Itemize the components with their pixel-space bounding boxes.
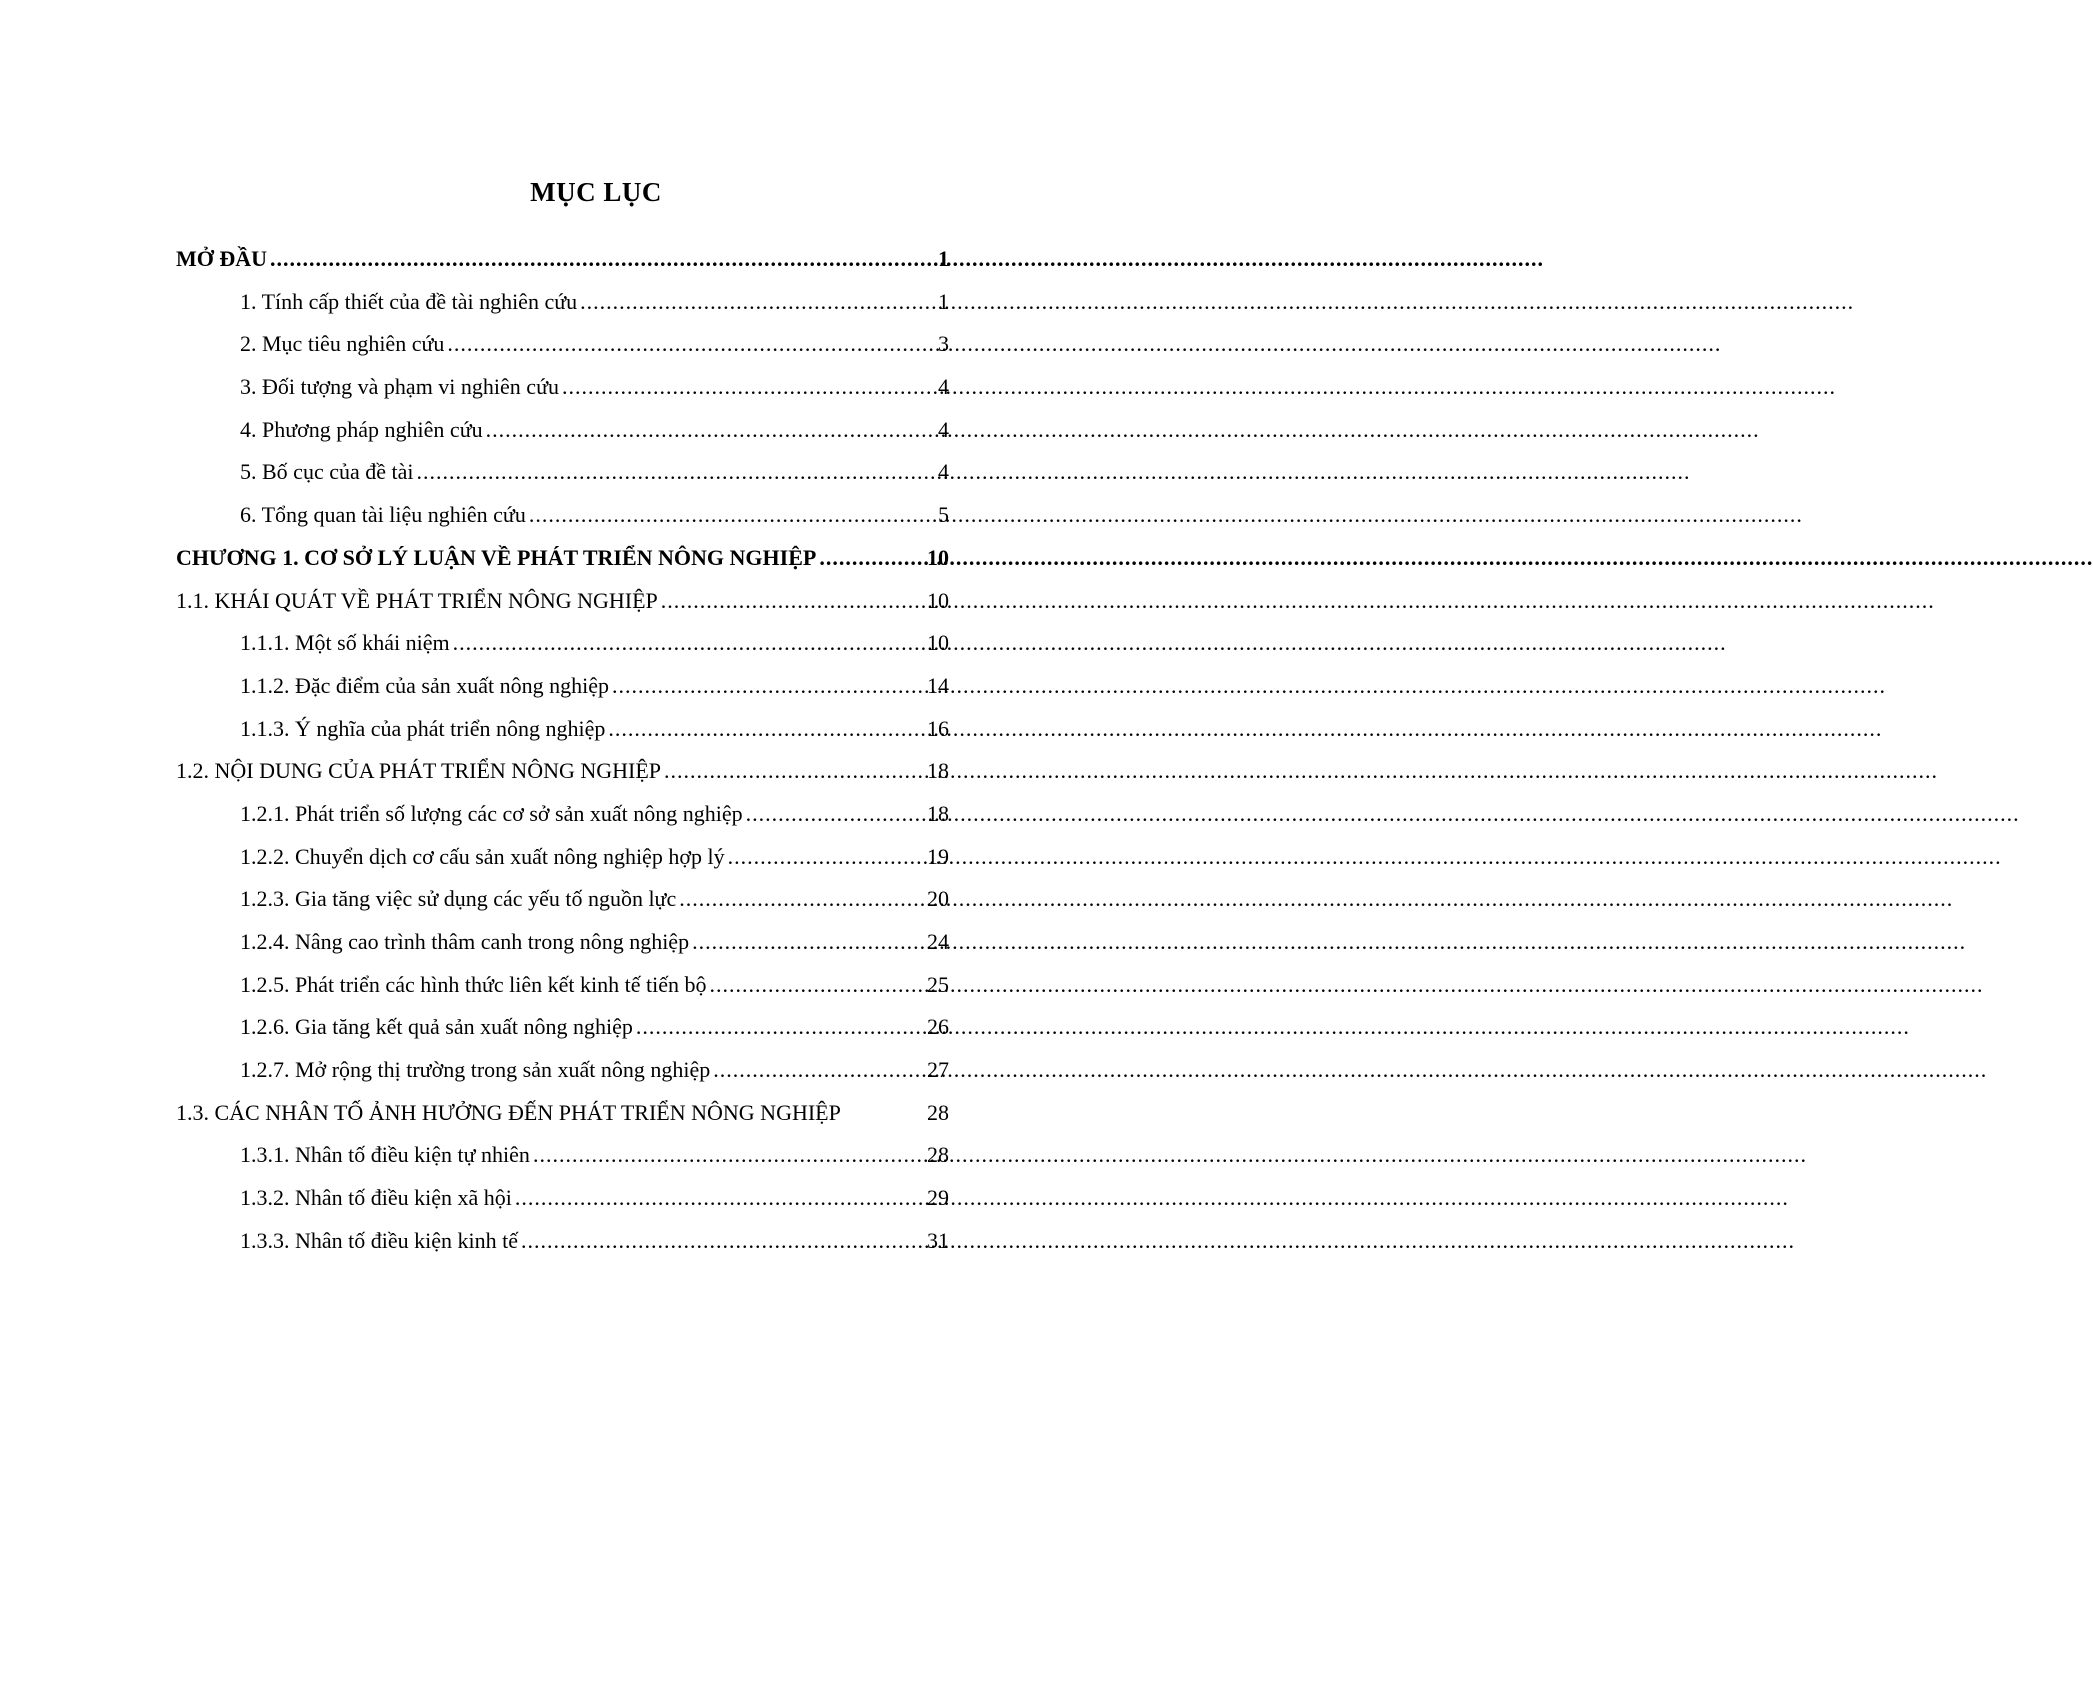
toc-entry-label: 1.1.1. Một số khái niệm <box>240 630 450 656</box>
toc-entry[interactable] <box>176 451 949 494</box>
toc-entry-page-number: 19 <box>927 843 949 869</box>
toc-entry-page-number: 4 <box>938 374 949 400</box>
toc-dot-leader <box>486 409 935 452</box>
toc-entry-label: 1.1. KHÁI QUÁT VỀ PHÁT TRIỂN NÔNG NGHIỆP <box>176 587 658 613</box>
toc-entry-page-number: 24 <box>927 929 949 954</box>
toc-entry-label: 4. Phương pháp nghiên cứu <box>240 416 483 442</box>
toc-entry[interactable] <box>176 836 949 879</box>
toc-entry-label: 1.2.5. Phát triển các hình thức liên kết kinh tế tiến bộ <box>240 971 707 997</box>
toc-entry-page-number: 28 <box>927 1142 949 1168</box>
toc-entry[interactable] <box>176 793 949 836</box>
toc-dot-leader <box>447 323 935 366</box>
toc-entry[interactable] <box>176 580 949 623</box>
toc-dot-leader <box>661 580 924 623</box>
toc-entry-label: 1.2.7. Mở rộng thị trường trong sản xuất nông nghiệp <box>240 1057 711 1083</box>
toc-entry-page-number: 25 <box>927 971 949 997</box>
toc-dot-leader <box>728 836 924 879</box>
toc-entry[interactable] <box>176 366 949 409</box>
toc-entry-page-number: 26 <box>927 1014 949 1040</box>
toc-entry-page-number: 20 <box>927 886 949 912</box>
toc-dot-leader <box>819 537 924 580</box>
toc-entry[interactable] <box>176 1177 949 1220</box>
toc-entry-label: 1.2.3. Gia tăng việc sử dụng các yếu tố nguồn lực <box>240 886 677 912</box>
toc-dot-leader <box>270 238 935 281</box>
toc-entry-label: 1.2.6. Gia tăng kết quả sản xuất nông nghiệp <box>240 1014 633 1040</box>
toc-dot-leader <box>515 1177 924 1220</box>
toc-entry[interactable] <box>176 1220 949 1263</box>
toc-entry-page-number: 10 <box>927 587 949 613</box>
toc-entry-label: 3. Đối tượng và phạm vi nghiên cứu <box>240 374 559 400</box>
toc-dot-leader <box>692 921 924 964</box>
toc-entry-label: 1.3.3. Nhân tố điều kiện kinh tế <box>240 1227 519 1253</box>
toc-entry[interactable] <box>176 878 949 921</box>
toc-entry-label: 1.2.1. Phát triển số lượng các cơ sở sản xuất nông nghiệp <box>240 800 743 826</box>
toc-dot-leader <box>529 494 935 537</box>
toc-entry-label: 1.3.1. Nhân tố điều kiện tự nhiên <box>240 1142 530 1168</box>
toc-dot-leader <box>746 793 924 836</box>
toc-dot-leader <box>608 708 924 751</box>
toc-entry-label: 1.3.2. Nhân tố điều kiện xã hội <box>240 1185 512 1211</box>
toc-dot-leader <box>533 1134 924 1177</box>
toc-entry[interactable] <box>176 1134 949 1177</box>
toc-entry[interactable] <box>176 281 949 324</box>
toc-entry[interactable] <box>176 1049 949 1092</box>
toc-entry-page-number: 29 <box>927 1185 949 1211</box>
toc-entry-label: 6. Tổng quan tài liệu nghiên cứu <box>240 502 526 528</box>
toc-dot-leader <box>521 1220 924 1263</box>
toc-dot-leader <box>612 665 924 708</box>
toc-entry[interactable] <box>176 708 949 751</box>
toc-entry-page-number: 14 <box>927 672 949 698</box>
toc-entry[interactable] <box>176 409 949 452</box>
toc-entry-label: 1.2.4. Nâng cao trình thâm canh trong nông nghiệp <box>240 929 690 954</box>
toc-dot-leader <box>679 878 924 921</box>
toc-entry-label: 1.2. NỘI DUNG CỦA PHÁT TRIỂN NÔNG NGHIỆP <box>176 758 662 784</box>
toc-entry-page-number: 4 <box>938 416 949 442</box>
toc-entry-label: 2. Mục tiêu nghiên cứu <box>240 331 445 357</box>
toc-entry-label: 1.1.3. Ý nghĩa của phát triển nông nghiệp <box>240 715 606 741</box>
toc-entry-page-number: 10 <box>927 630 949 656</box>
toc-entry-label: 1.2.2. Chuyển dịch cơ cấu sản xuất nông nghiệp hợp lý <box>240 843 725 869</box>
toc-entry[interactable] <box>176 665 949 708</box>
toc-dot-leader <box>417 451 936 494</box>
toc-entry[interactable] <box>176 323 949 366</box>
toc-dot-leader <box>636 1006 924 1049</box>
toc-dot-leader <box>713 1049 924 1092</box>
toc-entry-label: 5. Bố cục của đề tài <box>240 459 414 485</box>
toc-entry[interactable] <box>176 622 949 665</box>
toc-entry-page-number: 1 <box>938 246 949 271</box>
toc-dot-leader <box>580 281 935 324</box>
toc-entry[interactable] <box>176 1006 949 1049</box>
table-of-contents <box>176 238 949 1263</box>
toc-entry-page-number: 18 <box>927 758 949 784</box>
toc-entry-page-number: 10 <box>927 544 949 570</box>
toc-entry[interactable] <box>176 238 949 281</box>
toc-entry[interactable] <box>176 494 949 537</box>
toc-entry[interactable] <box>176 921 949 964</box>
toc-entry[interactable] <box>176 964 949 1007</box>
toc-entry-page-number: 27 <box>927 1057 949 1083</box>
toc-title: MỤC LỤC <box>530 177 662 207</box>
toc-entry-page-number: 28 <box>927 1099 949 1125</box>
toc-entry-label: CHƯƠNG 1. CƠ SỞ LÝ LUẬN VỀ PHÁT TRIỂN NÔNG NGHIỆP <box>176 544 817 570</box>
toc-entry-page-number: 1 <box>938 288 949 314</box>
toc-dot-leader <box>453 622 924 665</box>
toc-dot-leader <box>562 366 935 409</box>
toc-dot-leader <box>664 750 924 793</box>
toc-entry[interactable] <box>176 1092 949 1135</box>
toc-entry[interactable] <box>176 537 949 580</box>
toc-dot-leader <box>709 964 924 1007</box>
toc-entry-page-number: 4 <box>938 459 949 485</box>
toc-entry-page-number: 5 <box>938 502 949 528</box>
toc-entry-page-number: 31 <box>927 1227 949 1253</box>
toc-entry-page-number: 18 <box>927 800 949 826</box>
toc-entry-page-number: 3 <box>938 331 949 357</box>
toc-entry-label: 1.1.2. Đặc điểm của sản xuất nông nghiệp <box>240 672 610 698</box>
toc-entry-page-number: 16 <box>927 715 949 741</box>
toc-entry-label: 1.3. CÁC NHÂN TỐ ẢNH HƯỞNG ĐẾN PHÁT TRIỂN NÔNG NGHIỆP <box>176 1099 841 1125</box>
toc-entry-label: 1. Tính cấp thiết của đề tài nghiên cứu <box>240 288 578 314</box>
toc-entry-label: MỞ ĐẦU <box>176 246 268 271</box>
toc-entry[interactable] <box>176 750 949 793</box>
